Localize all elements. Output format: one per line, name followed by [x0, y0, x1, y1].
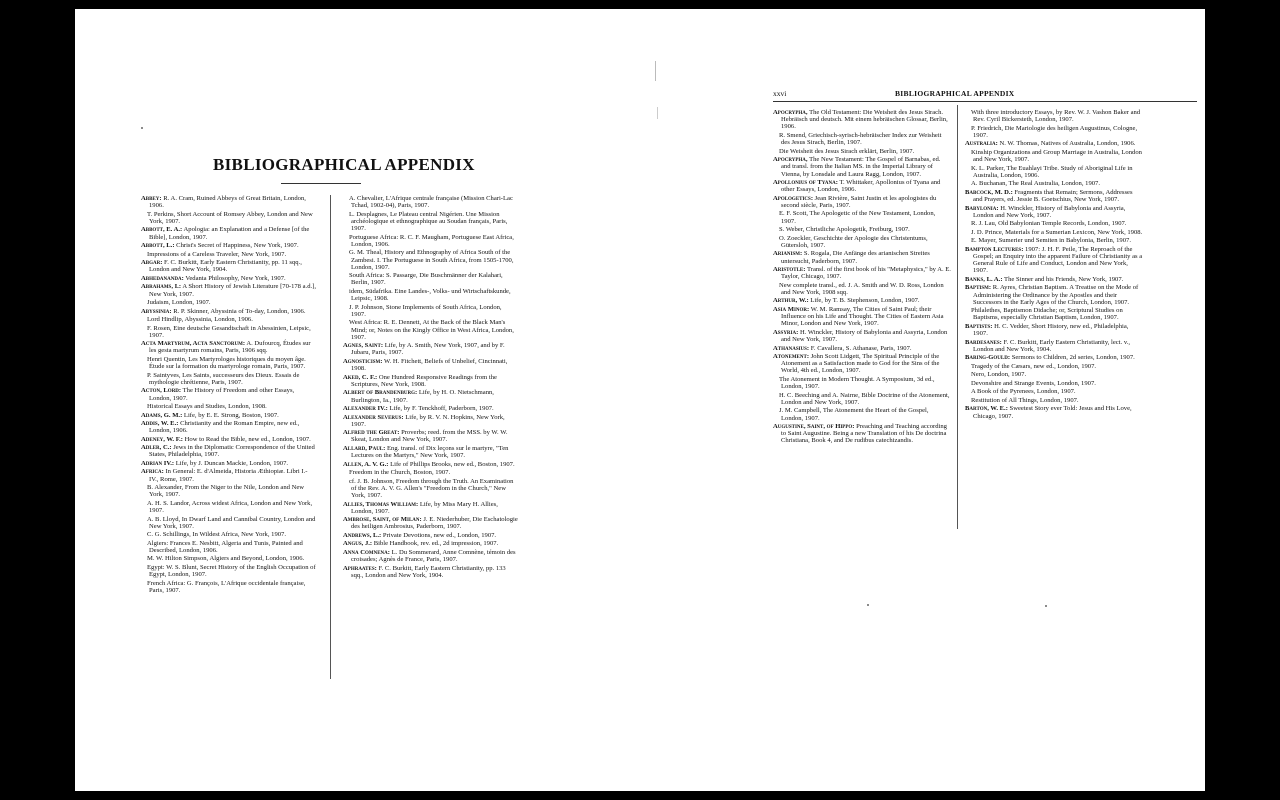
bibliography-entry — [773, 423, 951, 445]
bibliography-subentry: New complete transl., ed. J. A. Smith and W. D. Ross, London and New York, 1908 sqq. — [779, 281, 944, 296]
bibliography-subentry: Egypt: W. S. Blunt, Secret History of the English Occupation of Egypt, London, 1907. — [147, 563, 316, 579]
entry-headword: Agnes, Saint: — [343, 342, 384, 350]
bibliography-entry — [773, 353, 951, 375]
entry-headword: Alexander Severus: — [343, 413, 404, 421]
bibliography-subentry: A. B. Lloyd, In Dwarf Land and Cannibal Country, London and New York, 1907. — [147, 515, 316, 530]
entry-text: Proverbs; reed. from the MSS. by W. W. Skeat, London and New York, 1907. — [351, 429, 508, 444]
entry-headword: Abbott, E. A.: — [141, 226, 183, 234]
entry-headword: Adler, C.: — [141, 444, 172, 452]
entry-text: Life, by F. Tenckhoff, Paderborn, 1907. — [387, 405, 494, 413]
entry-text: Life, by A. Smith, New York, 1907, and by F. Jubaru, Paris, 1907. — [351, 342, 505, 357]
bibliography-entry — [141, 468, 316, 482]
bibliography-subentry: F. Rosen, Eine deutsche Gesandtschaft in Abessinien, Leipsic, 1907. — [147, 324, 311, 339]
bibliography-entry — [141, 308, 316, 315]
bibliography-entry — [965, 189, 1143, 203]
entry-headword: Atonement: — [773, 353, 810, 361]
entry-text: A. Dufourcq, Études sur les gesta martyrum romains, Paris, 1906 sqq. — [149, 340, 311, 355]
entry-headword: Apocrypha, — [773, 109, 808, 116]
bibliography-entry — [965, 140, 1143, 147]
entry-headword: Agnosticism: — [343, 357, 383, 365]
entry-headword: Augustine, Saint, of Hippo: — [773, 423, 855, 431]
entry-headword: Ambrose, Saint, of Milan: — [343, 516, 422, 524]
entry-text: R. A. Cram, Ruined Abbeys of Great Britain, London, 1906. — [149, 195, 306, 210]
entry-text: J. E. Niederhuber, Die Eschatologie des heiligen Ambrosius, Paderborn, 1907. — [351, 516, 518, 531]
bibliography-entry — [141, 387, 316, 401]
entry-headword: Babcock, M. D.: — [965, 188, 1013, 196]
entry-headword: Arthur, W.: — [773, 297, 809, 305]
bibliography-subentry: Die Weisheit des Jesus Sirach erklärt, Berlin, 1907. — [779, 147, 915, 155]
entry-headword: Banks, L. A.: — [965, 275, 1003, 283]
entry-text: One Hundred Responsive Readings from the Scriptures, New York, 1908. — [351, 373, 497, 388]
bibliography-subentry: With three introductory Essays, by Rev. W. J. Vashon Baker and Rev. Cyril Bickersteth, London, 1907. — [971, 109, 1141, 124]
entry-text: Sweetest Story ever Told: Jesus and His Love, Chicago, 1907. — [973, 405, 1132, 420]
bibliography-subentry: L. Desplagnes, Le Plateau central Nigérien. Une Mission archéologique et ethnographique au Soudan français, Paris, 1907. — [349, 210, 508, 233]
entry-text: W. H. Fitchett, Beliefs of Unbelief, Cincinnati, 1908. — [351, 357, 508, 373]
bibliography-subentry: Nero, London, 1907. — [971, 371, 1027, 379]
entry-text: Vedanta Philosophy, New York, 1907. — [183, 274, 286, 282]
entry-text: T. Whittaker, Apollonius of Tyana and other Essays, London, 1906. — [781, 179, 941, 194]
bibliography-subentry: E. Mayer, Sumerier und Semiten in Babylonia, Berlin, 1907. — [971, 237, 1131, 245]
speck — [141, 127, 143, 129]
left-page — [75, 9, 655, 791]
bibliography-subentry: R. Smend, Griechisch-syrisch-hebräischer Index zur Weisheit des Jesus Sirach, Berlin, 1907. — [779, 131, 942, 147]
speck — [867, 604, 869, 606]
entry-headword: Africa: — [141, 468, 164, 476]
bibliography-entry — [773, 195, 951, 209]
entry-text: A Short History of Jewish Literature [70-178 a.d.], New York, 1907. — [149, 283, 316, 298]
bibliography-entry — [141, 340, 316, 354]
entry-text: The Old Testament: Die Weisheit des Jesus Sirach. Hebräisch und deutsch. Mit einem hebräischen Glossar, Berlin, 1906. — [781, 109, 948, 131]
bibliography-entry — [343, 516, 518, 530]
entry-headword: Abhedananda: — [141, 274, 184, 282]
bibliography-entry — [141, 436, 316, 443]
bibliography-subentry: Portuguese Africa: R. C. F. Maugham, Portuguese East Africa, London, 1906. — [349, 233, 514, 248]
bibliography-subentry: Historical Essays and Studies, London, 1908. — [147, 403, 267, 411]
bibliography-entry — [141, 226, 316, 240]
bibliography-entry — [343, 565, 518, 579]
bibliography-subentry: A Book of the Pyrenees, London, 1907. — [971, 388, 1076, 396]
entry-text: Sermons to Children, 2d series, London, 1907. — [1010, 354, 1135, 362]
entry-headword: Acta Martyrum, Acta Sanctorum: — [141, 340, 246, 348]
entry-headword: Barton, W. E.: — [965, 405, 1008, 413]
bibliography-entry — [965, 284, 1143, 306]
running-title: BIBLIOGRAPHICAL APPENDIX — [895, 89, 1015, 98]
entry-text: F. C. Burkitt, Early Eastern Christianity, pp. 133 sqq., London and New York, 1904. — [351, 564, 506, 579]
bibliography-subentry: A. H. S. Landor, Across widest Africa, London and New York, 1907. — [147, 499, 313, 515]
entry-text: The New Testament: The Gospel of Barnabas, ed. and transl. from the Italian MS. in the Imperial Library of Vienna, by Lonsdale and Laura Ragg, London, 1907. — [781, 156, 941, 178]
entry-headword: Adams, G. M.: — [141, 411, 183, 419]
bibliography-entry — [141, 460, 316, 467]
bibliography-subentry: P. Friedrich, Die Mariologie des heiligen Augustinus, Cologne, 1907. — [971, 124, 1138, 139]
entry-text: How to Read the Bible, new ed., London, 1907. — [183, 435, 311, 443]
entry-headword: Albert of Brandenburg: — [343, 389, 418, 397]
bibliography-entry — [343, 549, 518, 563]
entry-text: H. C. Vedder, Short History, new ed., Philadelphia, 1907. — [973, 322, 1129, 338]
entry-headword: Baptists: — [965, 322, 993, 330]
bibliography-entry — [141, 412, 316, 419]
bibliography-entry — [773, 297, 951, 304]
bibliography-subentry: K. L. Parker, The Euahlayi Tribe. Study of Aboriginal Life in Australia, London, 1906. — [971, 164, 1133, 179]
entry-text: Transl. of the first book of his "Metaphysics," by A. E. Taylor, Chicago, 1907. — [781, 266, 951, 281]
entry-headword: Australia: — [965, 140, 998, 148]
entry-headword: Apocrypha, — [773, 156, 808, 164]
bibliography-subentry: Judaism, London, 1907. — [147, 299, 211, 307]
entry-text: Life, by J. Duncan Mackie, London, 1907. — [174, 459, 289, 467]
entry-text: Christ's Secret of Happiness, New York, 1907. — [174, 242, 299, 250]
bibliography-subentry: Restitution of All Things, London, 1907. — [971, 396, 1079, 404]
bibliography-subentry: T. Perkins, Short Account of Romsey Abbey, London and New York, 1907. — [147, 210, 313, 225]
bibliography-subentry: A. Buchanan, The Real Australia, London, 1907. — [971, 180, 1100, 188]
bibliography-subentry: H. C. Beeching and A. Nairne, Bible Doctrine of the Atonement, London and New York, 1907. — [779, 391, 950, 406]
bibliography-subentry: C. G. Schillings, In Wildest Africa, New York, 1907. — [147, 531, 286, 539]
entry-text: Life, by E. E. Strong, Boston, 1907. — [182, 411, 279, 419]
entry-headword: Adeney, W. F.: — [141, 435, 183, 443]
entry-headword: Aphraates: — [343, 564, 377, 572]
bibliography-entry — [141, 283, 316, 297]
entry-headword: Angus, J.: — [343, 540, 373, 548]
entry-headword: Adrian IV.: — [141, 459, 175, 467]
bibliography-subentry: A. Chevalier, L'Afrique centrale française (Mission Chari-Lac Tchad, 1902-04), Paris, 1907. — [349, 195, 513, 210]
entry-headword: Alexander IV.: — [343, 405, 388, 413]
bibliography-subentry: The Atonement in Modern Thought. A Symposium, 3d ed., London, 1907. — [779, 375, 935, 391]
bibliography-subentry: J. D. Prince, Materials for a Sumerian Lexicon, New York, 1908. — [971, 228, 1143, 236]
bibliography-subentry: S. Weber, Christliche Apologetik, Freiburg, 1907. — [779, 226, 910, 234]
bibliography-entry — [141, 420, 316, 434]
right-column-2 — [965, 109, 1143, 421]
bibliography-entry — [965, 323, 1143, 337]
speck — [1045, 605, 1047, 607]
entry-text: F. Cavallera, S. Athanase, Paris, 1907. — [809, 344, 912, 352]
bibliography-subentry: Devonshire and Strange Events, London, 1907. — [971, 379, 1096, 387]
title-rule — [281, 183, 361, 184]
bibliography-entry — [141, 444, 316, 458]
entry-headword: Allard, Paul: — [343, 444, 386, 452]
bibliography-entry — [965, 276, 1143, 283]
bibliography-entry — [343, 358, 518, 372]
bibliography-entry — [965, 246, 1143, 275]
entry-text: Jews in the Diplomatic Correspondence of the United States, Philadelphia, 1907. — [149, 444, 315, 459]
entry-headword: Acton, Lord: — [141, 387, 182, 395]
bibliography-subentry: J. M. Campbell, The Atonement the Heart of the Gospel, London, 1907. — [779, 407, 929, 422]
entry-headword: Apologetics: — [773, 194, 814, 202]
bibliography-entry — [141, 259, 316, 273]
bibliography-entry — [773, 250, 951, 264]
bibliography-entry — [773, 179, 951, 193]
entry-text: Life, by T. B. Stephenson, London, 1907. — [808, 297, 920, 305]
entry-text: Fragments that Remain; Sermons, Addresses and Prayers, ed. Jessie B. Goetschius, New York, 1907. — [973, 188, 1133, 204]
bibliography-entry — [773, 329, 951, 343]
entry-text: Life, by H. O. Nietschmann, Burlington, Ia., 1907. — [351, 389, 494, 404]
entry-headword: Baptism: — [965, 284, 992, 292]
entry-text: Christianity and the Roman Empire, new ed., London, 1906. — [149, 420, 300, 435]
bibliography-subentry: Kinship Organizations and Group Marriage in Australia, London and New York, 1907. — [971, 148, 1142, 164]
column-rule — [330, 195, 331, 679]
entry-text: L. Du Sommerard, Anne Comnène, témoin des croisades; Agnès de France, Paris, 1907. — [351, 548, 516, 564]
entry-headword: Bardesanes: — [965, 338, 1002, 346]
bibliography-subentry: P. Saintyves, Les Saints, successeurs des Dieux. Essais de mythologie chrétienne, Paris, 1907. — [147, 371, 300, 386]
entry-text: Private Devotions, new ed., London, 1907. — [381, 531, 497, 539]
bibliography-entry — [773, 345, 951, 352]
column-rule — [957, 105, 958, 529]
bibliography-subentry: Impressions of a Careless Traveler, New York, 1907. — [147, 250, 287, 258]
bibliography-entry — [343, 540, 518, 547]
entry-text: H. Winckler, History of Babylonia and Assyria, London and New York, 1907. — [973, 204, 1126, 219]
bibliography-subentry: O. Zoeckler, Geschichte der Apologie des Christentums, Gütersloh, 1907. — [779, 234, 928, 249]
left-column-2 — [343, 195, 518, 580]
entry-headword: Alfred the Great: — [343, 429, 400, 437]
entry-text: 1907: J. H. F. Peile, The Reproach of the Gospel; an Enquiry into the apparent Failure of Christianity as a General Rule of Life and Conduct, London and New York, 1907. — [973, 245, 1143, 275]
entry-headword: Arianism: — [773, 250, 803, 258]
left-column-1 — [141, 195, 316, 595]
bibliography-entry — [773, 156, 951, 178]
entry-text: N. W. Thomas, Natives of Australia, London, 1906. — [997, 140, 1136, 148]
bibliography-subentry: R. J. Lau, Old Babylonian Temple Records, London, 1907. — [971, 220, 1127, 228]
entry-headword: Babylonia: — [965, 204, 999, 212]
bibliography-subentry: Henri Quentin, Les Martyrologes historiques du moyen âge. Étude sur la formation du martyrologe romain, Paris, 1907. — [147, 355, 306, 371]
bibliography-subentry: B. Alexander, From the Niger to the Nile, London and New York, 1907. — [147, 484, 305, 499]
entry-headword: Baring-Gould: — [965, 354, 1011, 362]
entry-headword: Abbott, L.: — [141, 242, 175, 250]
entry-headword: Athanasius: — [773, 344, 810, 352]
bibliography-entry — [343, 389, 518, 403]
entry-text: John Scott Lidgett, The Spiritual Principle of the Atonement as a Satisfaction made to God for the Sins of the World, 4th ed., London, 1907. — [781, 353, 940, 375]
entry-text: Life, by Miss Mary H. Allies, London, 1907. — [351, 500, 498, 515]
entry-headword: Abrahams, I.: — [141, 283, 182, 291]
entry-headword: Abbey: — [141, 195, 162, 202]
bibliography-entry — [773, 109, 951, 131]
entry-headword: Assyria: — [773, 328, 799, 336]
bibliography-entry — [141, 195, 316, 209]
bibliography-entry — [343, 445, 518, 459]
entry-text: The History of Freedom and other Essays, London, 1907. — [149, 387, 295, 402]
entry-text: R. Ayres, Christian Baptism. A Treatise on the Mode of Administering the Ordinance by the Apostles and their Successors in the Early Ages of the Church, London, 1907. — [973, 284, 1139, 306]
entry-text: Eng. transl. of Dix leçons sur le martyre, "Ten Lectures on the Martyrs," New York, 1907. — [351, 444, 509, 460]
bibliography-entry — [965, 405, 1143, 419]
entry-text: Bible Handbook, rev. ed., 2d impression, 1907. — [372, 540, 499, 548]
entry-headword: Bampton Lectures: — [965, 245, 1024, 253]
bibliography-subentry: Philalethes, Baptismon Didache; or, Scriptural Studies on Baptisms, especially Christian Baptism, London, 1907. — [971, 307, 1123, 322]
bibliography-subentry: M. W. Hilton Simpson, Algiers and Beyond, London, 1906. — [147, 555, 305, 563]
bibliography-entry — [343, 532, 518, 539]
entry-text: Life, by R. V. N. Hopkins, New York, 1907. — [351, 413, 505, 428]
entry-headword: Apollonius of Tyana: — [773, 179, 838, 187]
entry-headword: Asia Minor: — [773, 305, 810, 313]
entry-text: In General: E. d'Almeida, Historia Æthiopiæ. Libri I.-IV., Rome, 1907. — [149, 468, 308, 483]
entry-headword: Andrews, L.: — [343, 531, 382, 539]
page-number: xxvi — [773, 89, 787, 98]
bibliography-subentry: Lord Hindlip, Abyssinia, London, 1906. — [147, 316, 253, 324]
entry-text: F. C. Burkitt, Early Eastern Christianity, pp. 11 sqq., London and New York, 1904. — [149, 259, 302, 274]
entry-headword: Aristotle: — [773, 266, 806, 274]
bibliography-entry — [141, 242, 316, 249]
right-column-1 — [773, 109, 951, 446]
entry-headword: Allen, A. V. G.: — [343, 460, 389, 468]
bibliography-subentry: G. M. Theal, History and Ethnography of Africa South of the Zambesi. I. The Portuguese in South Africa, from 1505-1700, London, 1907. — [349, 249, 514, 271]
bibliography-subentry: Freedom in the Church, Boston, 1907. — [349, 469, 451, 477]
entry-text: H. Winckler, History of Babylonia and Assyria, London and New York, 1907. — [781, 328, 948, 344]
bibliography-entry — [965, 339, 1143, 353]
entry-headword: Abgar: — [141, 259, 163, 267]
entry-text: Apologia: an Explanation and a Defense [of the Bible], London, 1907. — [149, 226, 310, 241]
bibliography-entry — [773, 306, 951, 328]
bibliography-entry — [773, 266, 951, 280]
bibliography-entry — [965, 354, 1143, 361]
bibliography-subentry: Tragedy of the Cæsars, new ed., London, 1907. — [971, 362, 1097, 370]
page-title: BIBLIOGRAPHICAL APPENDIX — [213, 155, 475, 174]
bibliography-subentry: French Africa: G. François, L'Afrique occidentale française, Paris, 1907. — [147, 579, 306, 594]
bibliography-entry — [141, 275, 316, 282]
entry-text: Preaching and Teaching according to Saint Augustine. Being a new Translation of his De doctrina Christiana, Book 4, and De rudibus catechizandis. — [781, 423, 947, 445]
entry-text: S. Rogala, Die Anfänge des arianischen Streites untersucht, Paderborn, 1907. — [781, 250, 930, 265]
bibliography-entry — [965, 205, 1143, 219]
entry-text: W. M. Ramsay, The Cities of Saint Paul; their Influence on his Life and Thought. The Cities of Eastern Asia Minor, London and New York, 1907. — [781, 305, 944, 328]
bibliography-subentry: Algiers: Frances E. Nesbitt, Algeria and Tunis, Painted and Described, London, 1906. — [147, 539, 303, 554]
bibliography-entry — [343, 501, 518, 515]
entry-headword: Anna Comnena: — [343, 548, 390, 556]
book-spread — [75, 9, 1205, 791]
bibliography-entry — [343, 414, 518, 428]
bibliography-entry — [343, 461, 518, 468]
right-page — [655, 9, 1205, 791]
bibliography-subentry: J. P. Johnson, Stone Implements of South Africa, London, 1907. — [349, 303, 502, 318]
bibliography-subentry: South Africa: S. Passarge, Die Buschmänner der Kalahari, Berlin, 1907. — [349, 272, 503, 287]
entry-text: Jean Rivière, Saint Justin et les apologistes du second siècle, Paris, 1907. — [781, 194, 937, 209]
bibliography-entry — [343, 342, 518, 356]
entry-text: Life of Phillips Brooks, new ed., Boston, 1907. — [388, 460, 515, 468]
entry-headword: Addis, W. E.: — [141, 420, 179, 428]
entry-headword: Abyssinia: — [141, 307, 172, 315]
entry-text: F. C. Burkitt, Early Eastern Christianity, lect. v., London and New York, 1904. — [973, 338, 1130, 353]
bibliography-entry — [343, 429, 518, 443]
entry-headword: Aked, C. F.: — [343, 373, 378, 381]
bibliography-subentry: idem, Südafrika. Eine Landes-, Volks- und Wirtschaftskunde, Leipsic, 1908. — [349, 287, 511, 303]
bibliography-subentry: West Africa: R. E. Dennett, At the Back of the Black Man's Mind; or, Notes on the Kingly Office in West Africa, London, 1907. — [349, 319, 514, 341]
bibliography-entry — [343, 405, 518, 412]
entry-headword: Allies, Thomas William: — [343, 500, 419, 508]
entry-text: The Sinner and his Friends, New York, 1907. — [1002, 275, 1124, 283]
bibliography-subentry: E. F. Scott, The Apologetic of the New Testament, London, 1907. — [779, 210, 936, 225]
header-rule — [773, 101, 1197, 102]
bibliography-subentry: cf. J. B. Johnson, Freedom through the Truth. An Examination of the Rev. A. V. G. Allen's "Freedom in the Church," New York, 1907. — [349, 477, 514, 500]
entry-text: R. P. Skinner, Abyssinia of To-day, London, 1906. — [171, 307, 306, 315]
bibliography-entry — [343, 374, 518, 388]
